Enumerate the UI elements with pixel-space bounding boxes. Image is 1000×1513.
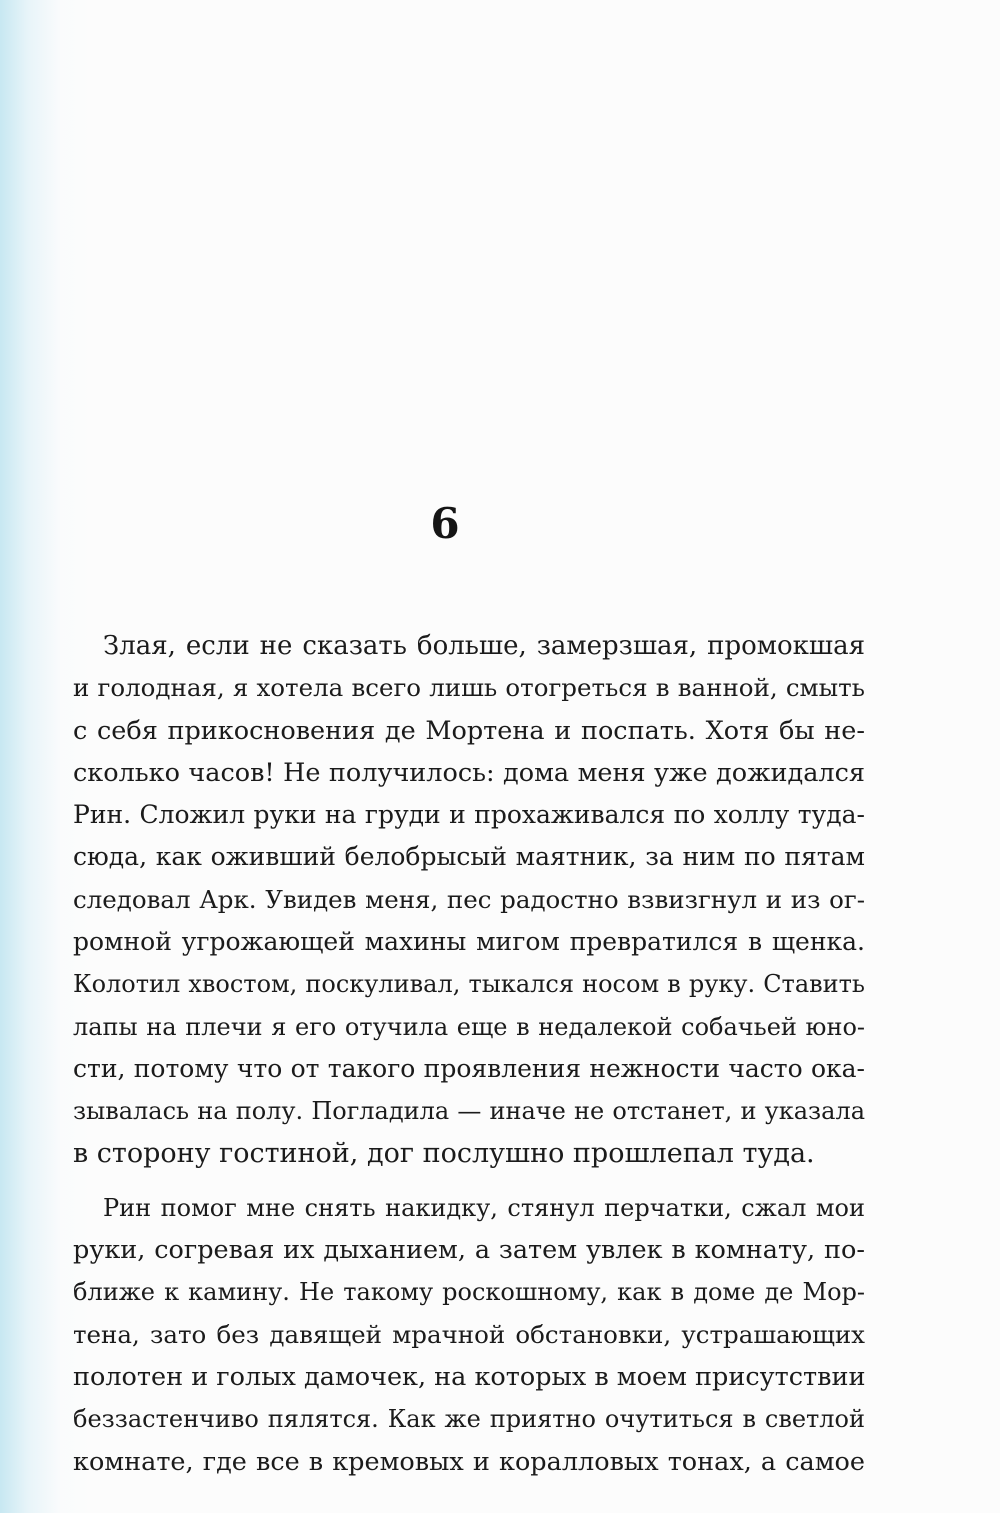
- paragraph-2: [73, 1187, 865, 1483]
- text-line: ромной угрожающей махины мигом превратился в щенка.: [73, 927, 865, 957]
- text-line: Злая, если не сказать больше, замерзшая, промокшая: [103, 631, 865, 661]
- text-line: полотен и голых дамочек, на которых в моем присутствии: [73, 1362, 865, 1393]
- text-line: сюда, как оживший белобрысый маятник, за ним по пятам: [73, 842, 865, 872]
- text-line: Рин помог мне снять накидку, стянул перчатки, сжал мои: [103, 1193, 865, 1222]
- text-line: сти, потому что от такого проявления нежности часто ока-: [73, 1053, 865, 1083]
- text-line: руки, согревая их дыханием, а затем увлек в комнату, по-: [73, 1235, 865, 1266]
- text-line: тена, зато без давящей мрачной обстановки, устрашающих: [73, 1319, 865, 1349]
- text-line: следовал Арк. Увидев меня, пес радостно взвизгнул и из ог-: [73, 884, 865, 914]
- text-line: и голодная, я хотела всего лишь отогреться в ванной, смыть: [73, 673, 865, 703]
- text-line: Рин. Сложил руки на груди и прохаживался по холлу туда-: [73, 800, 865, 830]
- text-line: Колотил хвостом, поскуливал, тыкался носом в руку. Ставить: [73, 970, 865, 999]
- body-text: [73, 625, 865, 1483]
- text-line: беззастенчиво пялятся. Как же приятно очутиться в светлой: [73, 1405, 865, 1434]
- text-line: лапы на плечи я его отучила еще в недалекой собачьей юно-: [73, 1012, 865, 1041]
- text-line: в сторону гостиной, дог послушно прошлепал туда.: [73, 1137, 815, 1169]
- text-line: зывалась на полу. Погладила — иначе не отстанет, и указала: [73, 1097, 865, 1126]
- paragraph-1: [73, 625, 865, 1175]
- text-line: с себя прикосновения де Мортена и поспать. Хотя бы не-: [73, 715, 865, 746]
- text-line: ближе к камину. Не такому роскошному, как в доме де Мор-: [73, 1278, 865, 1307]
- text-line: комнате, где все в кремовых и коралловых тонах, а самое: [73, 1446, 865, 1477]
- chapter-number: 6: [430, 499, 460, 548]
- text-line: сколько часов! Не получилось: дома меня уже дожидался: [73, 757, 865, 788]
- paragraph-gap: [73, 1175, 865, 1187]
